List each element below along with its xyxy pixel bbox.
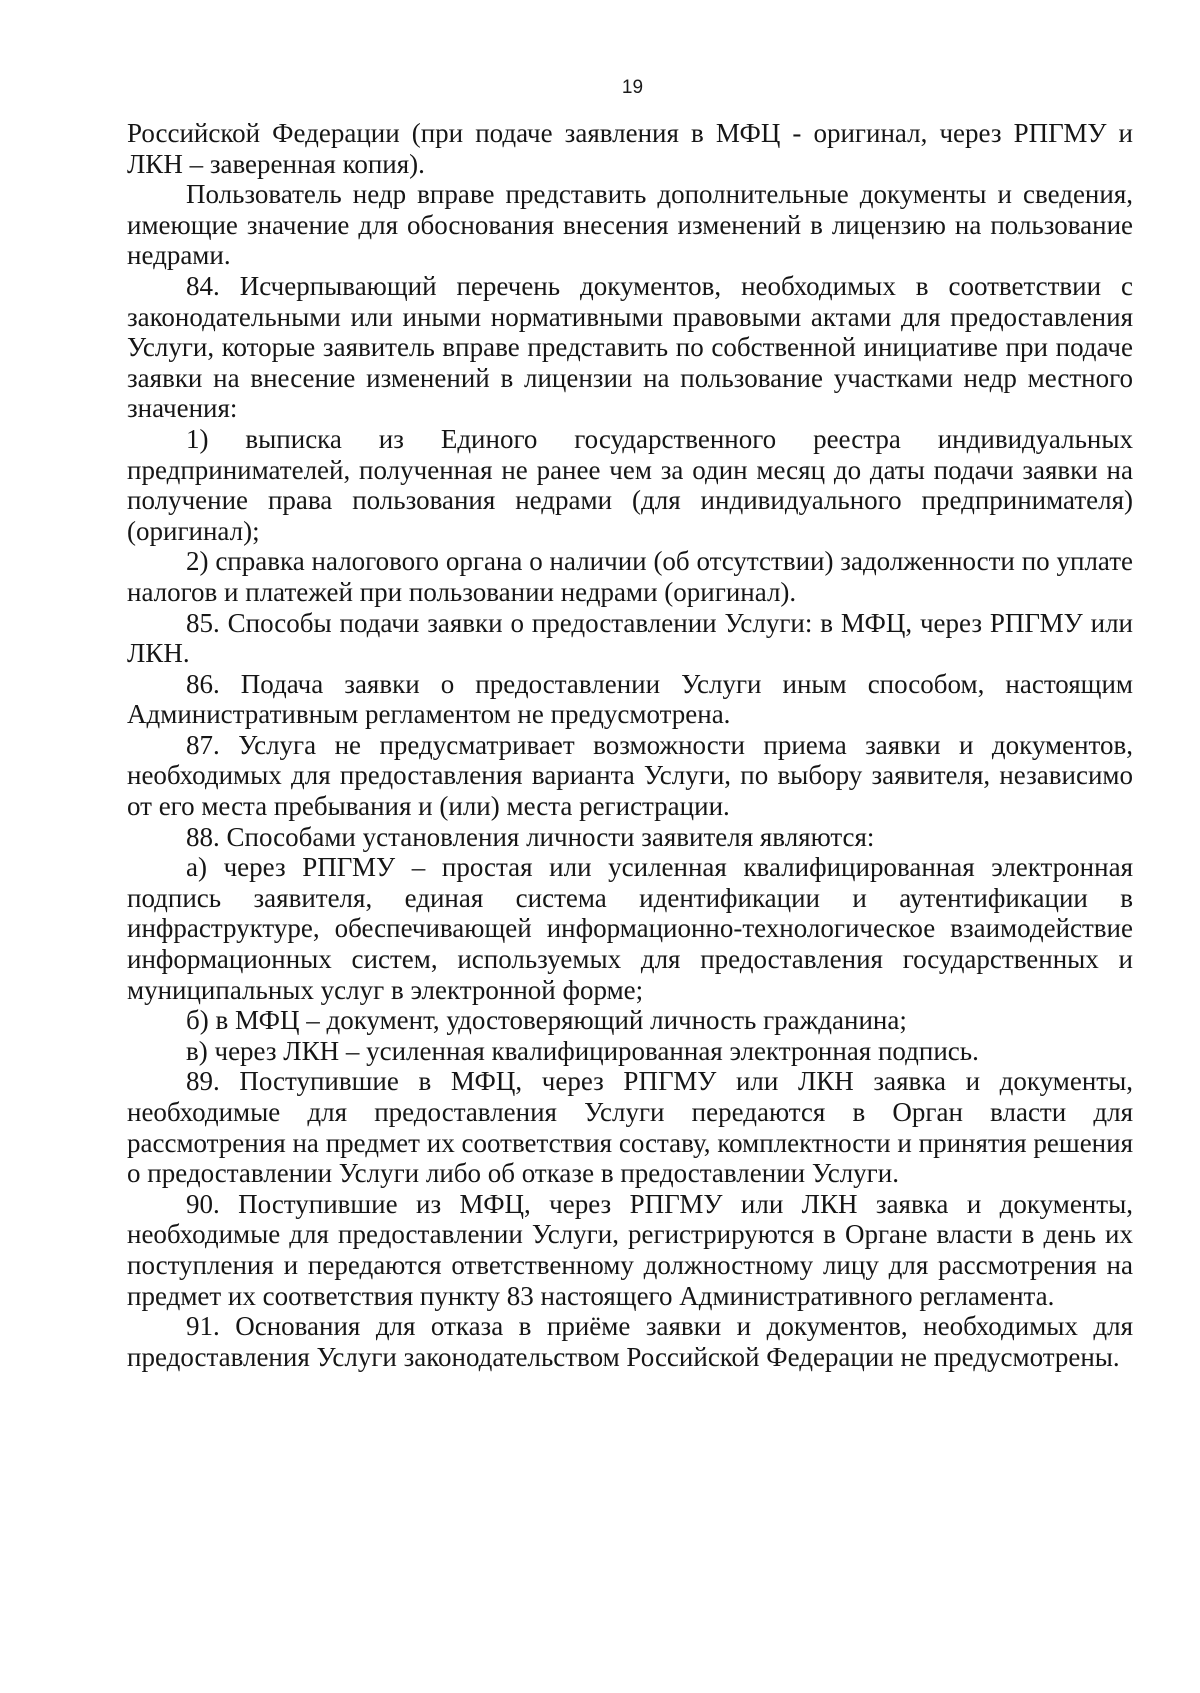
paragraph-87: 87. Услуга не предусматривает возможности приема заявки и документов, необходимых для предоставления варианта Услуги, по выбору заявителя, независимо от его места пребывания и (или) места регистрации. — [127, 729, 1133, 822]
list-item-1: 1) выписка из Единого государственного реестра индивидуальных предпринимателей, полученная не ранее чем за один месяц до даты подачи заявки на получение права пользования недрами (для индивидуального предпринимателя) (оригинал); — [127, 423, 1133, 546]
list-item-2: 2) справка налогового органа о наличии (об отсутствии) задолженности по уплате налогов и платежей при пользовании недрами (оригинал). — [127, 546, 1133, 607]
paragraph-84: 84. Исчерпывающий перечень документов, необходимых в соответствии с законодательными или иными нормативными правовыми актами для предоставления Услуги, которые заявитель вправе представить по собственной инициативе при подаче заявки на внесение изменений в лицензии на пользование участками недр местного значения: — [127, 270, 1133, 424]
paragraph-86: 86. Подача заявки о предоставлении Услуги иным способом, настоящим Административным регламентом не предусмотрена. — [127, 668, 1133, 730]
paragraph-additional-documents: Пользователь недр вправе представить дополнительные документы и сведения, имеющие значение для обоснования внесения изменений в лицензию на пользование недрами. — [127, 179, 1133, 271]
list-item-a: а) через РПГМУ – простая или усиленная квалифицированная электронная подпись заявителя, единая система идентификации и аутентификации в инфраструктуре, обеспечивающей информационно-технологическое взаимодействие информационных систем, используемых для предоставления государственных и муниципальных услуг в электронной форме; — [127, 852, 1133, 1005]
paragraph-91: 91. Основания для отказа в приёме заявки и документов, необходимых для предоставления Услуги законодательством Российской Федерации не предусмотрены. — [127, 1311, 1133, 1372]
paragraph-88: 88. Способами установления личности заявителя являются: — [186, 821, 875, 852]
paragraph-continuation: Российской Федерации (при подаче заявления в МФЦ - оригинал, через РПГМУ и ЛКН – заверенная копия). — [127, 118, 1133, 179]
list-item-v: в) через ЛКН – усиленная квалифицированная электронная подпись. — [186, 1035, 979, 1066]
list-item-b: б) в МФЦ – документ, удостоверяющий личность гражданина; — [186, 1005, 907, 1036]
paragraph-90: 90. Поступившие из МФЦ, через РПГМУ или ЛКН заявка и документы, необходимые для предоставлении Услуги, регистрируются в Органе власти в день их поступления и передаются ответственному должностному лицу для рассмотрения на предмет их соответствия пункту 83 настоящего Административного регламента. — [127, 1188, 1133, 1311]
page-number: 19 — [621, 77, 644, 98]
document-body — [127, 118, 1133, 1372]
paragraph-85: 85. Способы подачи заявки о предоставлении Услуги: в МФЦ, через РПГМУ или ЛКН. — [127, 607, 1133, 669]
paragraph-89: 89. Поступившие в МФЦ, через РПГМУ или ЛКН заявка и документы, необходимые для предоставления Услуги передаются в Орган власти для рассмотрения на предмет их соответствия составу, комплектности и принятия решения о предоставлении Услуги либо об отказе в предоставлении Услуги. — [127, 1066, 1133, 1189]
